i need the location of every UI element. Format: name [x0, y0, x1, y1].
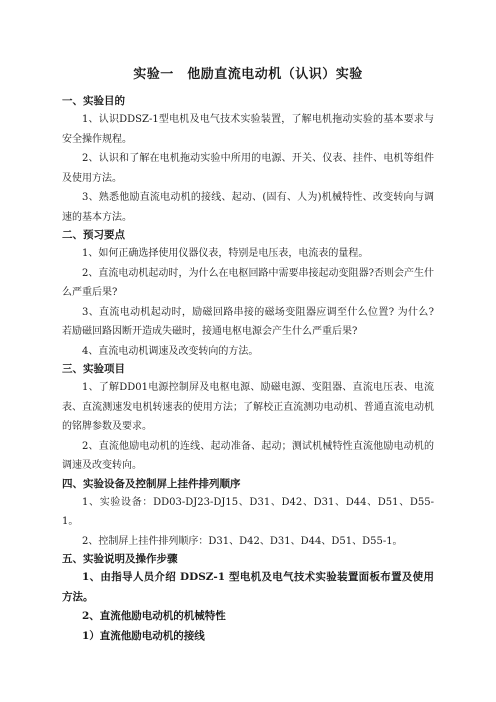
section-heading: 五、实验说明及操作步骤	[62, 553, 178, 565]
section-objectives	[62, 93, 434, 227]
paragraph: 2、直流他励电动机的连线、起动准备、起动；测试机械特性直流他励电动机的调速及改变转向。	[62, 440, 434, 471]
paragraph: 4、直流电动机调速及改变转向的方法。	[82, 345, 259, 357]
subheading: 1）直流他励电动机的接线	[82, 629, 205, 642]
paragraph: 3、熟悉他励直流电动机的接线、起动、(固有、人为)机械特性、改变转向与调速的基本方法。	[62, 192, 434, 223]
paragraph: 1、实验设备：DD03-DJ23-DJ15、D31、D42、D31、D44、D51、D55-1。	[62, 496, 434, 527]
section-equipment	[62, 476, 434, 552]
paragraph: 1、如何正确选择使用仪器仪表，特别是电压表，电流表的量程。	[82, 248, 369, 259]
section-heading: 一、实验目的	[62, 95, 125, 107]
section-preview-points	[62, 227, 434, 361]
subheading: 2、直流他励电动机的机械特性	[82, 610, 226, 622]
paragraph: 2、认识和了解在电机拖动实验中所用的电源、开关、仪表、挂件、电机等组件及使用方法。	[62, 153, 434, 184]
paragraph: 2、直流电动机起动时，为什么在电枢回路中需要串接起动变阻器?否则会产生什么严重后果?	[62, 267, 434, 298]
subheading: 1、由指导人员介绍 DDSZ-1 型电机及电气技术实验装置面板布置及使用方法。	[62, 571, 434, 603]
section-experiment-items	[62, 361, 434, 476]
section-heading: 三、实验项目	[62, 363, 125, 375]
paragraph: 3、直流电动机起动时，励磁回路串接的磁场变阻器应调至什么位置? 为什么? 若励磁回路因断开造成失磁时，接通电枢电源会产生什么严重后果?	[62, 306, 434, 337]
section-procedure	[62, 551, 434, 646]
document-title: 实验一 他励直流电动机（认识）实验	[133, 67, 363, 82]
section-heading: 四、实验设备及控制屏上挂件排列顺序	[62, 477, 241, 490]
paragraph: 1、了解DD01电源控制屏及电枢电源、励磁电源、变阻器、直流电压表、电流表、直流测速发电机转速表的使用方法；了解校正直流测功电动机、普通直流电动机的铭牌参数及要求。	[62, 382, 434, 432]
paragraph: 1、认识DDSZ-1型电机及电气技术实验装置，了解电机拖动实验的基本要求与安全操作规程。	[62, 114, 434, 145]
paragraph: 2、控制屏上挂件排列顺序：D31、D42、D31、D44、D51、D55-1。	[82, 535, 403, 547]
section-heading: 二、预习要点	[62, 229, 125, 241]
document-body	[62, 66, 434, 646]
